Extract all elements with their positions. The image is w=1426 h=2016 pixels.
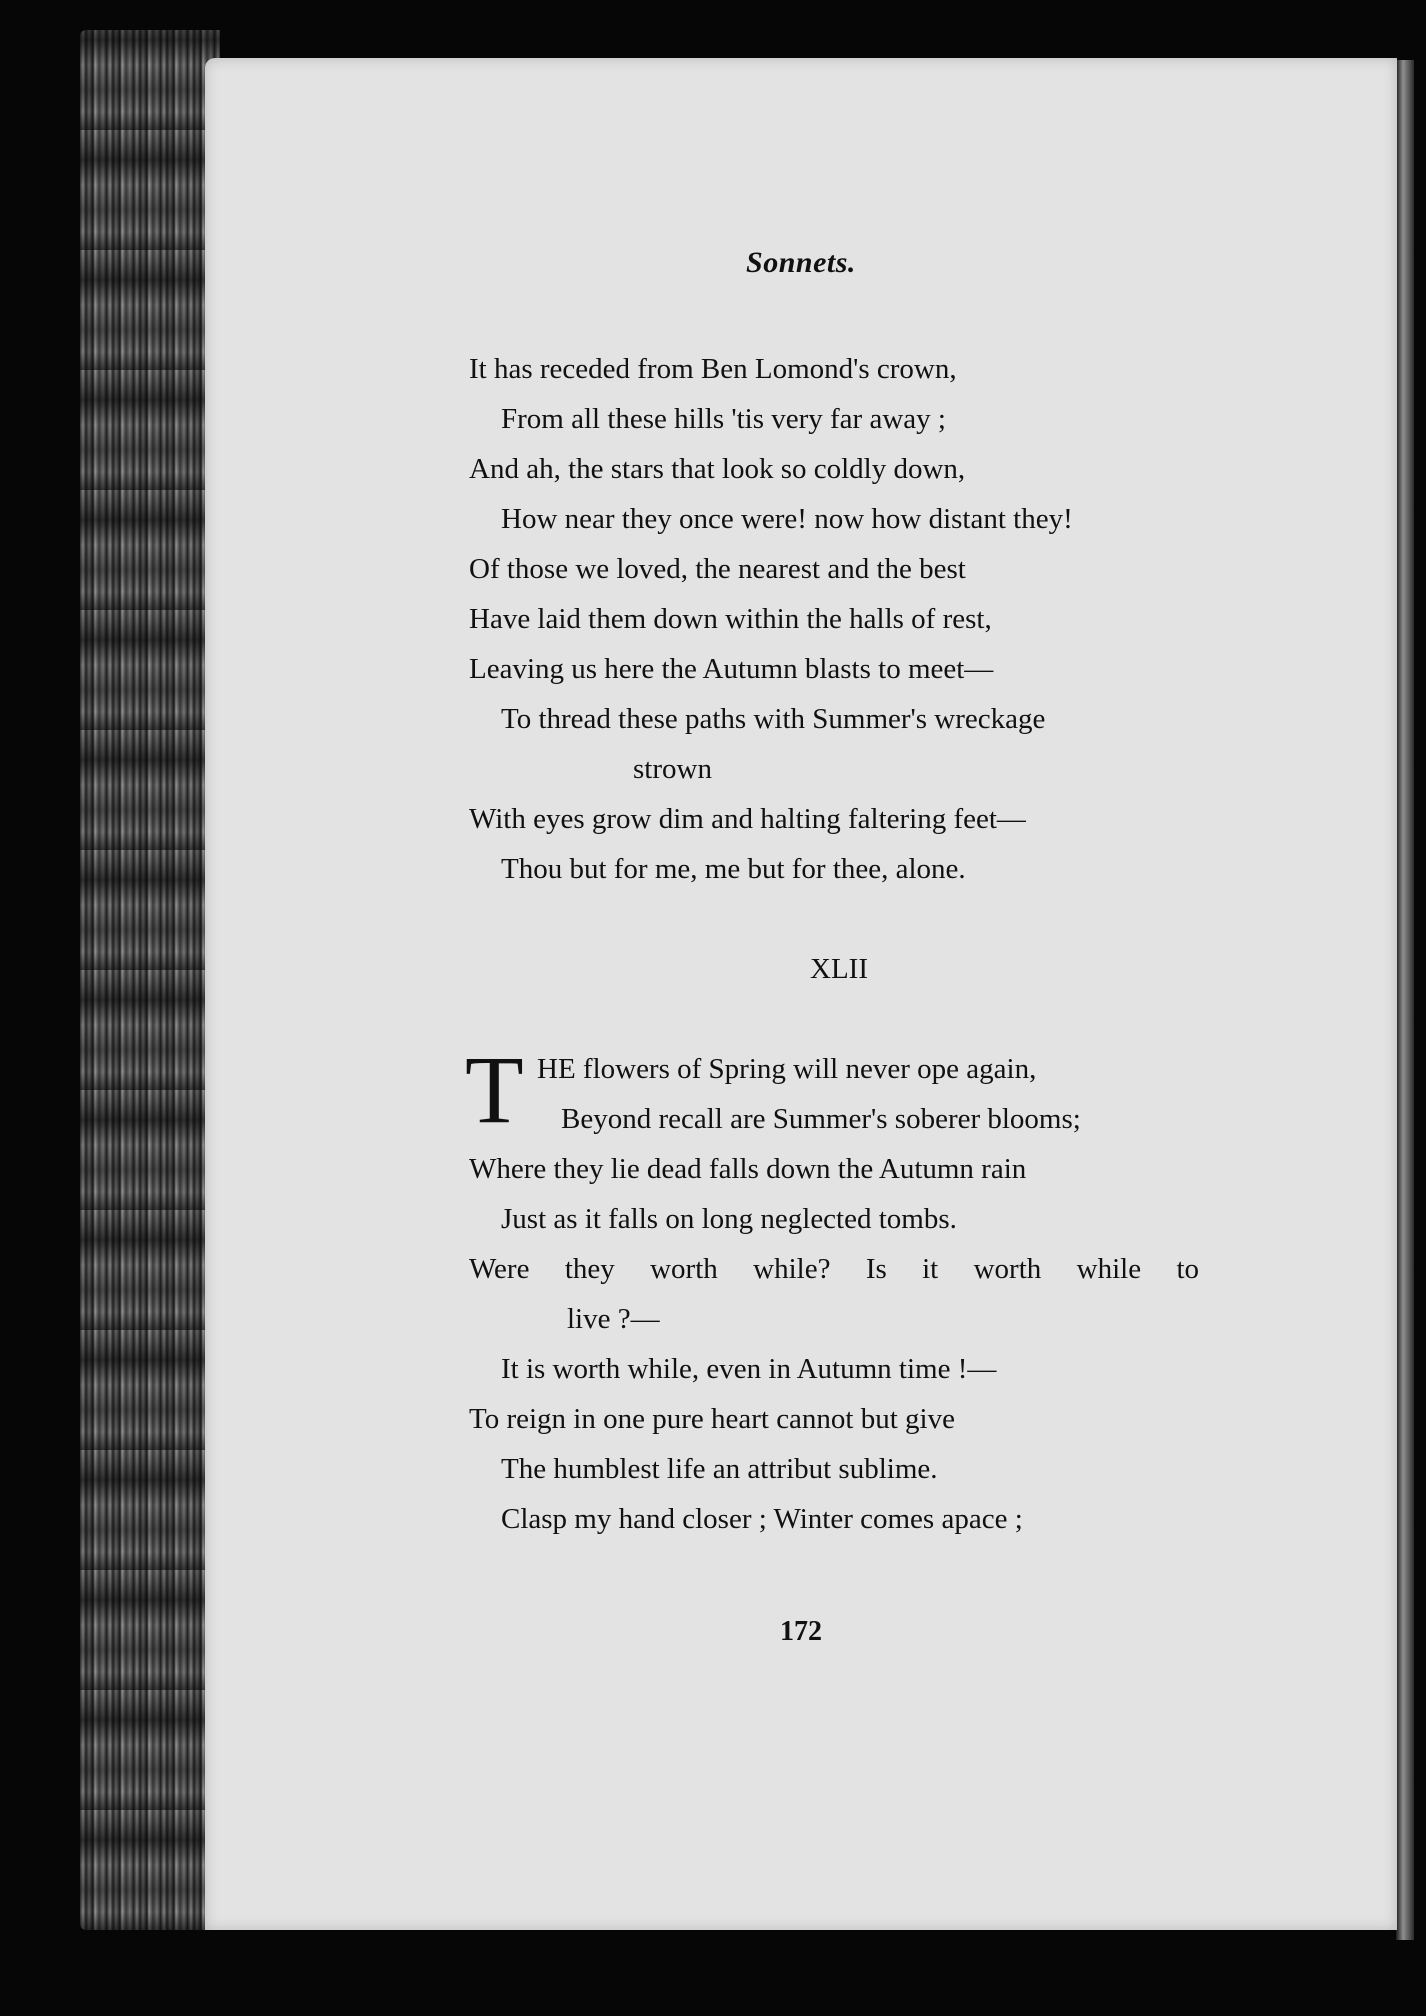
justified-word: Is: [865, 1253, 887, 1285]
justified-word: while?: [753, 1253, 831, 1285]
sonnet-number: XLII: [810, 953, 868, 985]
drop-cap: T: [465, 1036, 524, 1143]
page-text: [465, 344, 1229, 1544]
page-number: 172: [780, 1616, 822, 1647]
poem-line: How near they once were! now how distant they!: [501, 503, 1073, 535]
poem-line: And ah, the stars that look so coldly down,: [469, 453, 966, 485]
running-head: Sonnets.: [746, 246, 856, 279]
poem-line: The humblest life an attribut sublime.: [501, 1453, 938, 1485]
poem-line: It is worth while, even in Autumn time !—: [501, 1353, 997, 1385]
poem-line-justified: [469, 1244, 1199, 1294]
justified-word: to: [1176, 1253, 1199, 1285]
poem-line: Just as it falls on long neglected tombs.: [501, 1203, 957, 1235]
poem-line: Thou but for me, me but for thee, alone.: [501, 853, 966, 885]
justified-word: they: [564, 1253, 615, 1285]
justified-word: while: [1076, 1253, 1142, 1285]
right-page-edge: [1396, 60, 1414, 1940]
justified-word: it: [922, 1253, 939, 1285]
justified-word: worth: [650, 1253, 718, 1285]
poem-line: With eyes grow dim and halting faltering feet—: [469, 803, 1026, 835]
poem-line: To thread these paths with Summer's wreckage: [501, 703, 1046, 735]
poem-line: Of those we loved, the nearest and the best: [469, 553, 966, 585]
book-spine-shading: [80, 30, 220, 1930]
justified-word: Were: [469, 1253, 530, 1285]
book-page: [205, 58, 1397, 1930]
poem-line: It has receded from Ben Lomond's crown,: [469, 353, 957, 385]
poem-line: From all these hills 'tis very far away ;: [501, 403, 946, 435]
poem-line: Have laid them down within the halls of rest,: [469, 603, 992, 635]
poem-line: Where they lie dead falls down the Autumn rain: [469, 1153, 1027, 1185]
poem-line: Beyond recall are Summer's soberer blooms;: [561, 1103, 1081, 1135]
sonnet-opening: [465, 1036, 1229, 1144]
poem-line: Leaving us here the Autumn blasts to meet—: [469, 653, 994, 685]
poem-line: Clasp my hand closer ; Winter comes apace ;: [501, 1503, 1023, 1535]
justified-word: worth: [973, 1253, 1042, 1285]
poem-line: HE flowers of Spring will never ope again,: [537, 1053, 1037, 1085]
poem-line: To reign in one pure heart cannot but give: [469, 1403, 955, 1435]
poem-line-continuation: live ?—: [567, 1303, 660, 1335]
poem-line-continuation: strown: [633, 753, 712, 785]
